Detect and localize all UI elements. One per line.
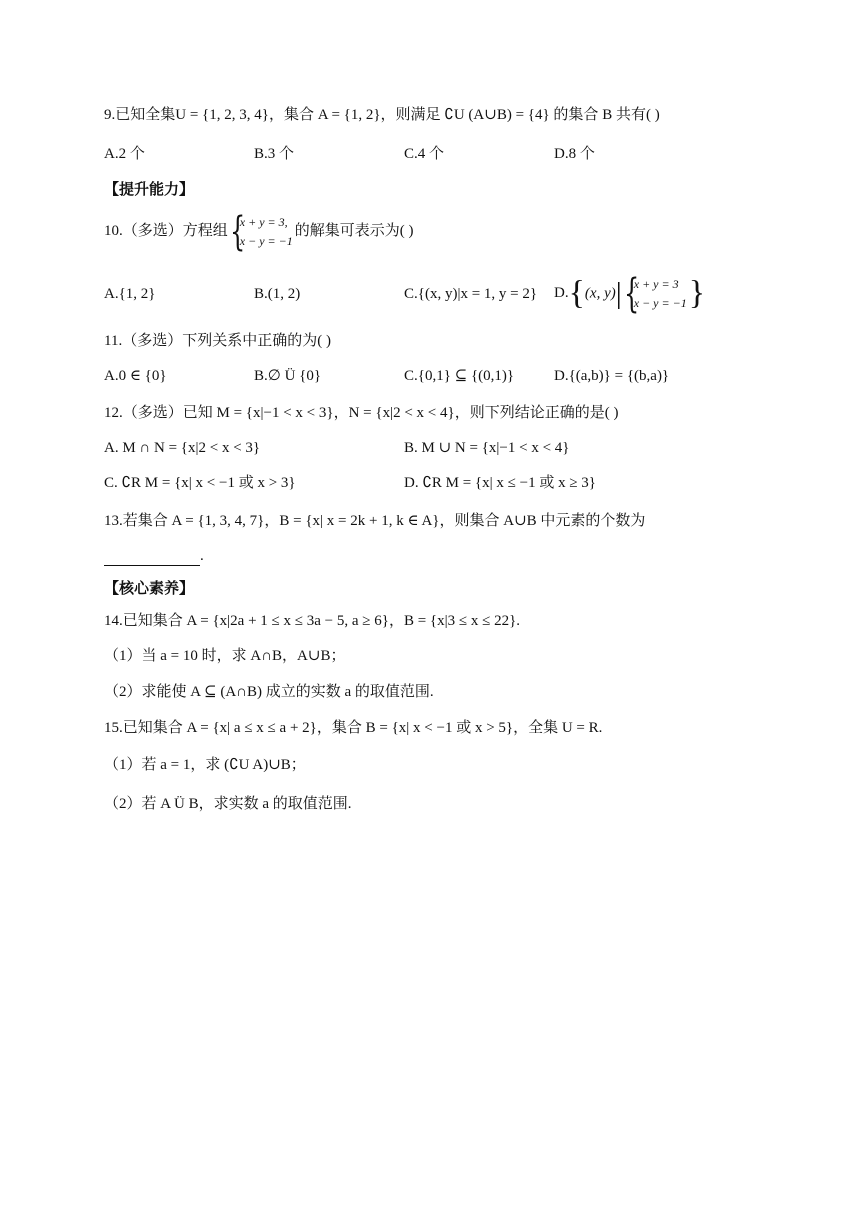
q9-option-a: A.2 个 (104, 146, 145, 162)
q11-option-c: C.{0,1} ⊆ {(0,1)} (404, 368, 515, 384)
q10-option-d-label: D. (554, 285, 569, 301)
section-heading-improve: 【提升能力】 (104, 180, 195, 198)
q10-d-row-2: x − y = −1 (633, 295, 687, 310)
q10-d-close-brace: } (688, 274, 706, 312)
q10-stem (104, 208, 414, 255)
q14-stem: 14.已知集合 A = {x|2a + 1 ≤ x ≤ 3a − 5, a ≥ 6}，B = {x|3 ≤ x ≤ 22}. (104, 613, 521, 629)
q15-stem: 15.已知集合 A = {x| a ≤ x ≤ a + 2}，集合 B = {x| x < −1 或 x > 5}，全集 U = R. (104, 720, 603, 736)
q10-d-pair: (x, y) (584, 285, 616, 302)
q10-d-open-brace: { (568, 274, 585, 312)
q10-equation-system (229, 208, 293, 255)
q10-option-b: B.(1, 2) (254, 286, 301, 302)
q13-tail: . (200, 548, 204, 564)
q9-stem: 9.已知全集U = {1, 2, 3, 4}，集合 A = {1, 2}，则满足 ∁U (A∪B) = {4} 的集合 B 共有( ) (104, 107, 660, 123)
q12-option-c: C. ∁R M = {x| x < −1 或 x > 3} (104, 475, 296, 491)
q11-option-a: A.0 ∈ {0} (104, 368, 167, 384)
q10-d-brace: { (623, 270, 640, 317)
q12-stem: 12.（多选）已知 M = {x|−1 < x < 3}，N = {x|2 < x < 4}，则下列结论正确的是( ) (104, 405, 619, 421)
q10-eq-row-2: x − y = −1 (239, 233, 293, 248)
q15-part-1: （1）若 a = 1，求 (∁U A)∪B； (104, 757, 306, 773)
q12-option-b: B. M ∪ N = {x|−1 < x < 4} (404, 440, 570, 456)
section-heading-core: 【核心素养】 (104, 579, 195, 597)
q11-option-d: D.{(a,b)} = {(b,a)} (554, 368, 670, 384)
q10-d-row-1: x + y = 3 (633, 276, 679, 291)
q13-answer-blank[interactable] (104, 551, 200, 566)
q10-d-system (623, 270, 687, 317)
q12-option-a: A. M ∩ N = {x|2 < x < 3} (104, 440, 261, 456)
q14-part-1: （1）当 a = 10 时，求 A∩B，A∪B； (104, 648, 346, 664)
q10-eq-row-1: x + y = 3, (239, 214, 288, 229)
q10-d-bar: | (615, 276, 622, 310)
q14-part-2: （2）求能使 A ⊆ (A∩B) 成立的实数 a 的取值范围. (104, 684, 434, 700)
q10-suffix: 的解集可表示为( ) (294, 223, 414, 239)
q10-option-a: A.{1, 2} (104, 286, 156, 302)
q9-option-d: D.8 个 (554, 146, 595, 162)
q13-stem: 13.若集合 A = {1, 3, 4, 7}，B = {x| x = 2k + 1, k ∈ A}，则集合 A∪B 中元素的个数为 (104, 513, 646, 529)
q11-option-b: B.∅ Ü {0} (254, 368, 322, 384)
q10-option-d (554, 270, 705, 317)
q9-option-b: B.3 个 (254, 146, 295, 162)
q9-option-c: C.4 个 (404, 146, 445, 162)
q13-answer-line (104, 546, 204, 566)
q10-option-c: C.{(x, y)|x = 1, y = 2} (404, 286, 538, 302)
q15-part-2: （2）若 A Ü B，求实数 a 的取值范围. (104, 796, 352, 812)
q10-brace: { (229, 208, 246, 255)
q12-option-d: D. ∁R M = {x| x ≤ −1 或 x ≥ 3} (404, 475, 597, 491)
q11-stem: 11.（多选）下列关系中正确的为( ) (104, 333, 331, 349)
q10-prefix: 10.（多选）方程组 (104, 223, 228, 239)
